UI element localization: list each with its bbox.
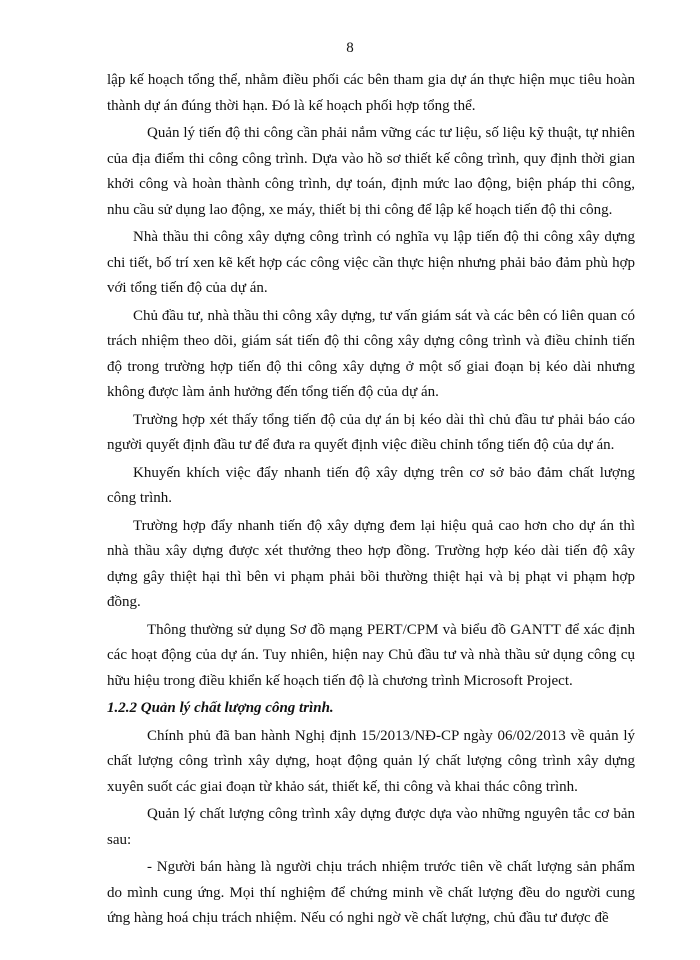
paragraph: Quản lý tiến độ thi công cần phải nắm vững các tư liệu, số liệu kỹ thuật, tự nhiên của địa điểm thi công công trình. Dựa vào hồ sơ thiết kế công trình, quy định thời gian khởi công và hoàn thành công trình, dự toán, định mức lao động, biện pháp thi công, nhu cầu sử dụng lao động, xe máy, thiết bị thi công để lập kế hoạch tiến độ thi công. [107, 125, 635, 218]
paragraph: Chủ đầu tư, nhà thầu thi công xây dựng, tư vấn giám sát và các bên có liên quan có trách nhiệm theo dõi, giám sát tiến độ thi công xây dựng công trình và điều chỉnh tiến độ trong trường hợp tiến độ thi công xây dựng ở một số giai đoạn bị kéo dài nhưng không được làm ảnh hưởng đến tổng tiến độ của dự án. [107, 307, 635, 400]
document-body [107, 68, 635, 934]
paragraph: Nhà thầu thi công xây dựng công trình có nghĩa vụ lập tiến độ thi công xây dựng chi tiết, bố trí xen kẽ kết hợp các công việc cần thực hiện nhưng phải bảo đảm phù hợp với tổng tiến độ của dự án. [107, 229, 635, 296]
paragraph: Quản lý chất lượng công trình xây dựng được dựa vào những nguyên tắc cơ bản sau: [107, 806, 635, 848]
page-number: 8 [346, 40, 354, 56]
paragraph: Trường hợp xét thấy tổng tiến độ của dự án bị kéo dài thì chủ đầu tư phải báo cáo người quyết định đầu tư để đưa ra quyết định việc điều chỉnh tổng tiến độ của dự án. [107, 411, 635, 453]
paragraph: Trường hợp đẩy nhanh tiến độ xây dựng đem lại hiệu quả cao hơn cho dự án thì nhà thầu xây dựng được xét thưởng theo hợp đồng. Trường hợp kéo dài tiến độ xây dựng gây thiệt hại thì bên vi phạm phải bồi thường thiệt hại và bị phạt vi phạm hợp đồng. [107, 517, 635, 610]
paragraph: Chính phủ đã ban hành Nghị định 15/2013/NĐ-CP ngày 06/02/2013 về quản lý chất lượng công trình xây dựng, hoạt động quản lý chất lượng công trình xây dựng xuyên suốt các giai đoạn từ khảo sát, thiết kế, thi công và khai thác công trình. [107, 727, 635, 795]
list-item: - Người bán hàng là người chịu trách nhiệm trước tiên về chất lượng sản phẩm do mình cung ứng. Mọi thí nghiệm để chứng minh về chất lượng đều do người cung ứng hàng hoá chịu trách nhiệm. Nếu có nghi ngờ về chất lượng, chủ đầu tư được đề [107, 859, 635, 926]
paragraph: Thông thường sử dụng Sơ đồ mạng PERT/CPM và biểu đồ GANTT để xác định các hoạt động của dự án. Tuy nhiên, hiện nay Chủ đầu tư và nhà thầu sử dụng công cụ hữu hiệu trong điều khiển kế hoạch tiến độ là chương trình Microsoft Project. [107, 621, 635, 689]
section-heading: 1.2.2 Quản lý chất lượng công trình. [107, 700, 334, 716]
paragraph-continuation: lập kế hoạch tổng thể, nhằm điều phối các bên tham gia dự án thực hiện mục tiêu hoàn thành dự án đúng thời hạn. Đó là kế hoạch phối hợp tổng thể. [107, 72, 635, 114]
paragraph: Khuyến khích việc đẩy nhanh tiến độ xây dựng trên cơ sở bảo đảm chất lượng công trình. [107, 464, 635, 506]
